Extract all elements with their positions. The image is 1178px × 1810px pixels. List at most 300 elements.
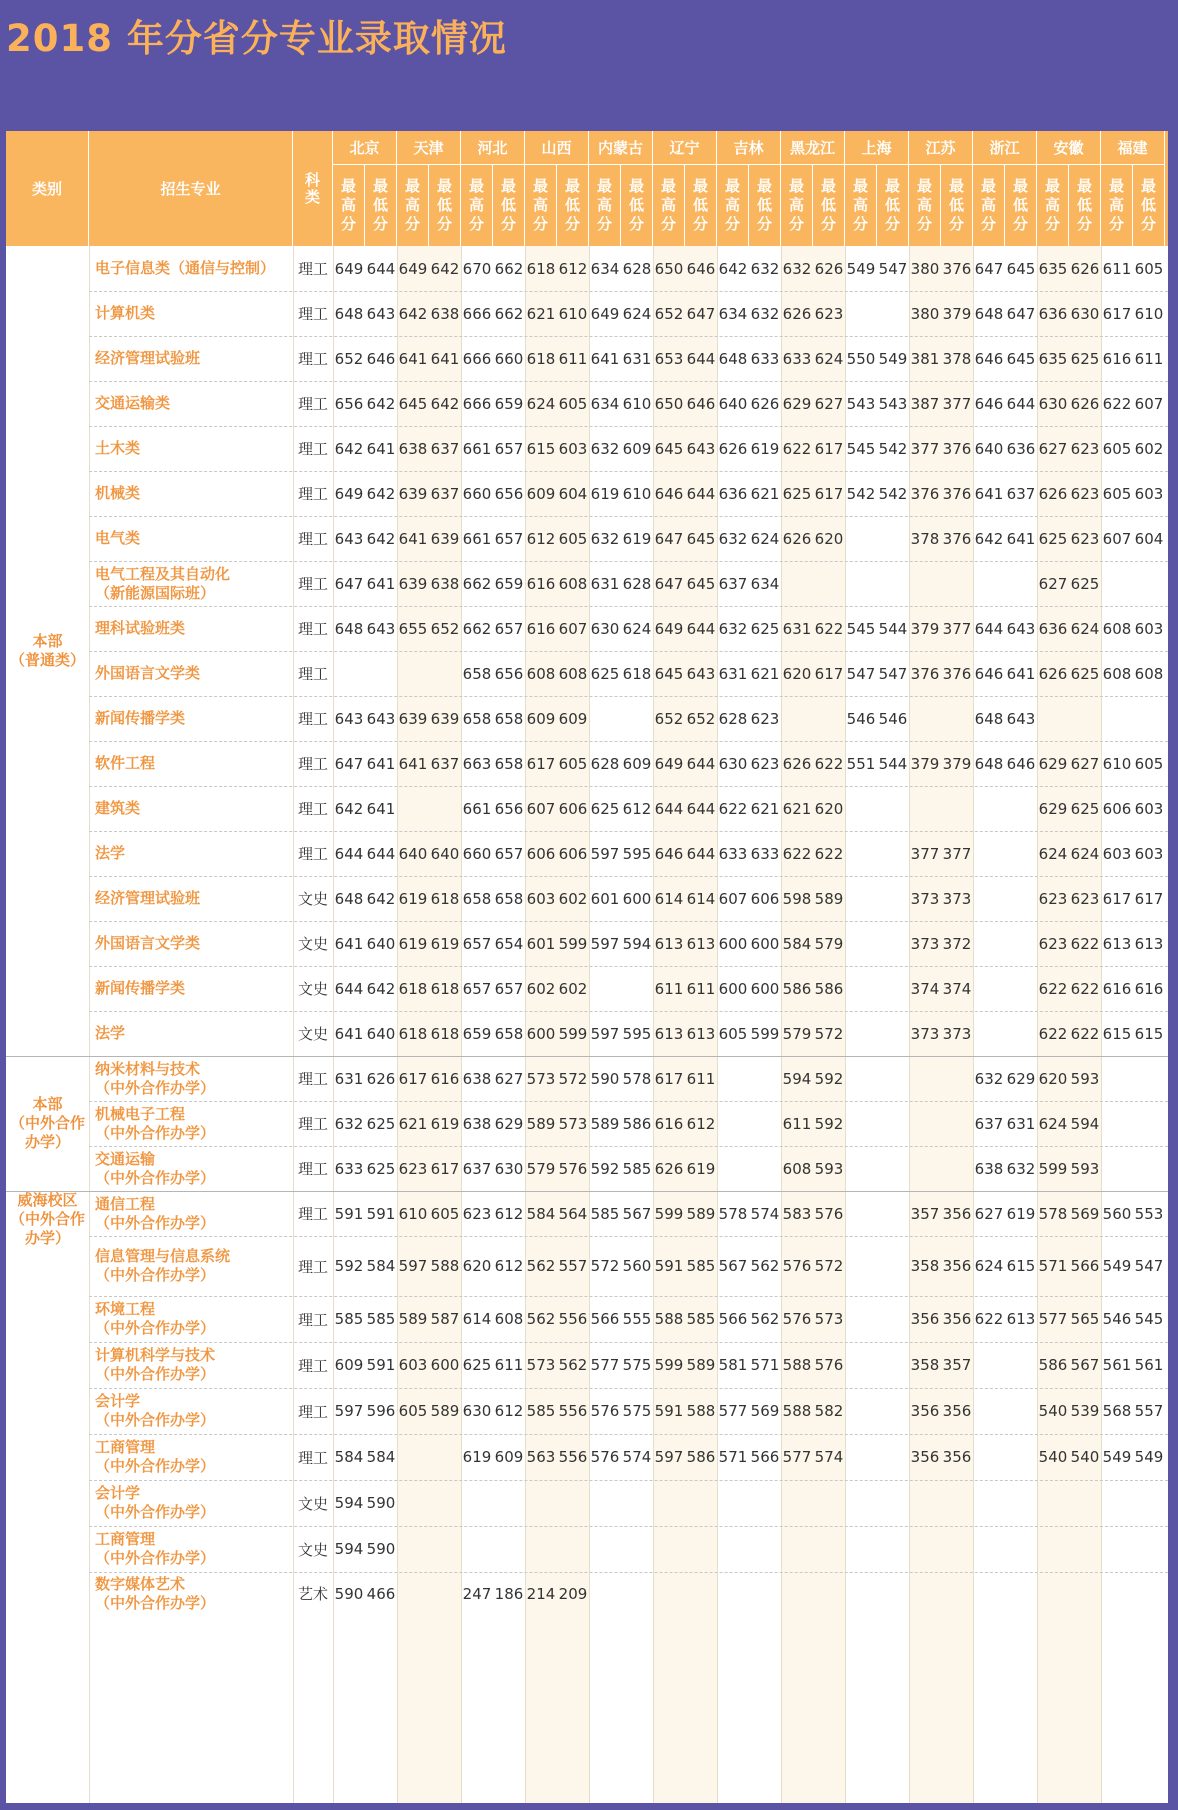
max-score: 376 <box>910 664 940 683</box>
table-row <box>6 651 1168 696</box>
major-name-text: 会计学 （中外合作办学） <box>95 1392 216 1429</box>
max-score: 601 <box>590 889 620 908</box>
subject-type: 理工 <box>297 620 328 638</box>
max-score: 357 <box>910 1204 940 1223</box>
min-score: 608 <box>558 664 588 683</box>
min-score: 599 <box>750 1024 780 1043</box>
table-row <box>6 381 1168 426</box>
min-score: 619 <box>1006 1204 1036 1223</box>
max-score: 649 <box>590 304 620 323</box>
min-score: 656 <box>494 664 524 683</box>
major-name-text: 经济管理试验班 <box>95 349 201 367</box>
max-score: 650 <box>654 394 684 413</box>
max-score: 610 <box>398 1204 428 1223</box>
max-score: 607 <box>526 799 556 818</box>
min-score: 630 <box>494 1159 524 1178</box>
min-score: 629 <box>1006 1069 1036 1088</box>
max-score: 657 <box>462 934 492 953</box>
min-score: 652 <box>430 619 460 638</box>
max-score: 549 <box>1102 1257 1132 1275</box>
max-score: 603 <box>398 1356 428 1374</box>
max-score: 632 <box>718 529 748 548</box>
min-score: 644 <box>686 349 716 368</box>
max-score-label: 最 高 分 <box>916 177 932 233</box>
max-score: 613 <box>1102 934 1132 953</box>
max-score: 622 <box>1038 1024 1068 1043</box>
subject-type: 理工 <box>297 1257 328 1276</box>
major-name <box>95 786 295 831</box>
min-score: 627 <box>814 394 844 413</box>
min-score: 630 <box>1070 304 1100 323</box>
max-score: 588 <box>782 1356 812 1374</box>
max-score: 643 <box>334 529 364 548</box>
min-score: 562 <box>750 1257 780 1275</box>
max-score: 627 <box>974 1204 1004 1223</box>
min-score: 634 <box>750 574 780 593</box>
min-score-label: 最 低 分 <box>820 177 836 233</box>
max-score-header <box>589 165 621 246</box>
table-row <box>6 831 1168 876</box>
min-score: 645 <box>1006 349 1036 368</box>
min-score: 567 <box>622 1204 652 1223</box>
max-score: 618 <box>526 349 556 368</box>
max-score: 590 <box>334 1584 364 1603</box>
min-score: 658 <box>494 709 524 728</box>
max-score: 616 <box>1102 349 1132 368</box>
min-score: 643 <box>686 664 716 683</box>
min-score: 372 <box>942 934 972 953</box>
min-score: 603 <box>558 439 588 458</box>
min-score: 544 <box>878 619 908 638</box>
min-score: 611 <box>494 1356 524 1374</box>
min-score: 659 <box>494 394 524 413</box>
min-score: 546 <box>878 709 908 728</box>
min-score: 617 <box>814 484 844 503</box>
table-header <box>6 131 1168 246</box>
min-score: 643 <box>686 439 716 458</box>
min-score: 607 <box>558 619 588 638</box>
min-score: 642 <box>366 889 396 908</box>
max-score: 585 <box>590 1204 620 1223</box>
min-score: 644 <box>686 619 716 638</box>
subject-type: 理工 <box>297 665 328 683</box>
min-score: 632 <box>750 259 780 278</box>
max-score: 599 <box>1038 1159 1068 1178</box>
subject-type: 理工 <box>297 485 328 503</box>
min-score: 643 <box>366 709 396 728</box>
min-score: 595 <box>622 1024 652 1043</box>
major-name <box>95 831 295 876</box>
min-score: 626 <box>366 1069 396 1088</box>
max-score: 666 <box>462 349 492 368</box>
min-score: 619 <box>750 439 780 458</box>
min-score: 596 <box>366 1402 396 1420</box>
min-score: 647 <box>1006 304 1036 323</box>
max-score: 648 <box>974 754 1004 773</box>
admission-table <box>6 131 1168 1803</box>
min-score: 641 <box>1006 664 1036 683</box>
min-score: 378 <box>942 349 972 368</box>
max-score: 640 <box>974 439 1004 458</box>
max-score: 649 <box>398 259 428 278</box>
min-score-header <box>941 165 973 246</box>
min-score: 622 <box>1070 1024 1100 1043</box>
max-score: 588 <box>654 1310 684 1328</box>
min-score: 602 <box>558 979 588 998</box>
major-name-text: 工商管理 （中外合作办学） <box>95 1530 216 1567</box>
min-score: 608 <box>1134 664 1164 683</box>
major-name-text: 理科试验班类 <box>95 619 186 637</box>
min-score: 642 <box>366 979 396 998</box>
max-score: 633 <box>334 1159 364 1178</box>
min-score: 209 <box>558 1584 588 1603</box>
min-score: 575 <box>622 1402 652 1420</box>
max-score: 571 <box>718 1448 748 1466</box>
max-score: 636 <box>718 484 748 503</box>
max-score: 586 <box>782 979 812 998</box>
province-header: 吉林 <box>717 131 781 165</box>
min-score: 623 <box>750 754 780 773</box>
min-score: 646 <box>366 349 396 368</box>
min-score: 623 <box>814 304 844 323</box>
min-score: 617 <box>814 664 844 683</box>
min-score: 645 <box>686 574 716 593</box>
max-score: 602 <box>526 979 556 998</box>
min-score: 632 <box>1006 1159 1036 1178</box>
group-label-text: 本部 （中外合作 办学） <box>9 1095 85 1151</box>
min-score: 633 <box>750 349 780 368</box>
min-score: 644 <box>686 754 716 773</box>
min-score: 612 <box>686 1114 716 1133</box>
max-score: 646 <box>974 349 1004 368</box>
max-score: 597 <box>654 1448 684 1466</box>
max-score: 641 <box>590 349 620 368</box>
min-score: 574 <box>814 1448 844 1466</box>
min-score: 567 <box>1070 1356 1100 1374</box>
max-score: 379 <box>910 619 940 638</box>
min-score: 639 <box>430 529 460 548</box>
max-score: 214 <box>526 1584 556 1603</box>
max-score: 631 <box>718 664 748 683</box>
max-score-header <box>653 165 685 246</box>
max-score: 626 <box>1038 664 1068 683</box>
max-score: 652 <box>654 304 684 323</box>
min-score: 605 <box>558 394 588 413</box>
major-name-text: 通信工程 （中外合作办学） <box>95 1194 216 1232</box>
min-score: 627 <box>494 1069 524 1088</box>
major-name <box>95 921 295 966</box>
max-score: 617 <box>526 754 556 773</box>
subject-type: 理工 <box>297 350 328 368</box>
major-name <box>95 246 295 291</box>
subject-type: 理工 <box>297 440 328 458</box>
major-name-text: 法学 <box>95 844 126 862</box>
min-score: 572 <box>814 1024 844 1043</box>
min-score-header <box>621 165 653 246</box>
min-score-label: 最 低 分 <box>436 177 452 233</box>
province-header: 安徽 <box>1037 131 1101 165</box>
min-score: 633 <box>750 844 780 863</box>
max-score: 573 <box>526 1069 556 1088</box>
max-score: 576 <box>590 1448 620 1466</box>
major-name <box>95 696 295 741</box>
min-score: 619 <box>430 1114 460 1133</box>
min-score: 624 <box>622 619 652 638</box>
min-score: 600 <box>622 889 652 908</box>
max-score: 666 <box>462 394 492 413</box>
min-score: 547 <box>1134 1257 1164 1275</box>
min-score: 556 <box>558 1448 588 1466</box>
major-name-text: 交通运输类 <box>95 394 171 412</box>
min-score: 657 <box>494 529 524 548</box>
max-score: 605 <box>1102 484 1132 503</box>
major-name-text: 计算机类 <box>95 304 156 322</box>
max-score: 597 <box>590 934 620 953</box>
min-score: 645 <box>1006 259 1036 278</box>
max-score: 378 <box>910 529 940 548</box>
max-score: 358 <box>910 1257 940 1275</box>
min-score: 606 <box>558 799 588 818</box>
max-score: 636 <box>1038 304 1068 323</box>
max-score: 622 <box>1038 979 1068 998</box>
max-score: 617 <box>398 1069 428 1088</box>
min-score-header <box>877 165 909 246</box>
min-score: 556 <box>558 1402 588 1420</box>
subject-type: 理工 <box>297 530 328 548</box>
min-score: 553 <box>1134 1204 1164 1223</box>
min-score: 602 <box>558 889 588 908</box>
subject-type: 理工 <box>297 305 328 323</box>
major-name <box>95 1342 295 1388</box>
max-score: 614 <box>462 1310 492 1328</box>
max-score: 660 <box>462 484 492 503</box>
major-name <box>95 1146 295 1191</box>
max-score: 621 <box>526 304 556 323</box>
min-score: 594 <box>622 934 652 953</box>
min-score: 657 <box>494 439 524 458</box>
province-header: 黑龙江 <box>781 131 845 165</box>
min-score: 624 <box>1070 844 1100 863</box>
min-score-label: 最 低 分 <box>1076 177 1092 233</box>
subject-type: 理工 <box>297 710 328 728</box>
min-score: 643 <box>366 619 396 638</box>
min-score: 603 <box>1134 844 1164 863</box>
min-score: 613 <box>1134 934 1164 953</box>
max-score: 546 <box>846 709 876 728</box>
max-score: 606 <box>1102 799 1132 818</box>
min-score-header <box>1133 165 1165 246</box>
max-score: 620 <box>1038 1069 1068 1088</box>
subject-type: 理工 <box>297 1070 328 1088</box>
max-score: 620 <box>782 664 812 683</box>
max-score-label: 最 高 分 <box>724 177 740 233</box>
min-score: 592 <box>814 1069 844 1088</box>
max-score: 545 <box>846 619 876 638</box>
max-score: 611 <box>1102 259 1132 278</box>
max-score-header <box>397 165 429 246</box>
min-score: 573 <box>814 1310 844 1328</box>
max-score: 616 <box>1102 979 1132 998</box>
max-score: 639 <box>398 484 428 503</box>
min-score: 657 <box>494 979 524 998</box>
province-header: 北京 <box>333 131 397 165</box>
subject-type: 理工 <box>297 1205 328 1223</box>
max-score: 622 <box>782 439 812 458</box>
max-score: 603 <box>1102 844 1132 863</box>
major-name-text: 交通运输 （中外合作办学） <box>95 1149 216 1187</box>
min-score: 622 <box>814 754 844 773</box>
min-score: 628 <box>622 574 652 593</box>
min-score: 620 <box>814 799 844 818</box>
province-header: 天津 <box>397 131 461 165</box>
min-score: 640 <box>366 1024 396 1043</box>
min-score: 562 <box>750 1310 780 1328</box>
max-score: 380 <box>910 304 940 323</box>
max-score: 622 <box>974 1310 1004 1328</box>
min-score: 624 <box>750 529 780 548</box>
min-score: 615 <box>1006 1257 1036 1275</box>
min-score: 610 <box>622 394 652 413</box>
min-score: 641 <box>366 799 396 818</box>
min-score: 556 <box>558 1310 588 1328</box>
min-score: 572 <box>814 1257 844 1275</box>
max-score: 655 <box>398 619 428 638</box>
min-score: 585 <box>686 1310 716 1328</box>
max-score: 616 <box>526 574 556 593</box>
min-score: 586 <box>814 979 844 998</box>
max-score: 662 <box>462 619 492 638</box>
min-score-header <box>1069 165 1101 246</box>
major-name-text: 电气类 <box>95 529 141 547</box>
min-score: 609 <box>622 439 652 458</box>
max-score: 663 <box>462 754 492 773</box>
max-score: 625 <box>1038 529 1068 548</box>
max-score: 540 <box>1038 1402 1068 1420</box>
min-score: 612 <box>494 1257 524 1275</box>
max-score: 633 <box>718 844 748 863</box>
min-score: 356 <box>942 1257 972 1275</box>
max-score: 579 <box>526 1159 556 1178</box>
max-score: 540 <box>1038 1448 1068 1466</box>
min-score: 644 <box>686 484 716 503</box>
min-score: 612 <box>494 1204 524 1223</box>
max-score-label: 最 高 分 <box>532 177 548 233</box>
min-score: 644 <box>366 259 396 278</box>
max-score: 622 <box>718 799 748 818</box>
min-score: 625 <box>750 619 780 638</box>
major-name <box>95 381 295 426</box>
province-header: 浙江 <box>973 131 1037 165</box>
min-score-label: 最 低 分 <box>500 177 516 233</box>
max-score-header <box>525 165 557 246</box>
min-score: 589 <box>814 889 844 908</box>
max-score: 658 <box>462 709 492 728</box>
min-score: 543 <box>878 394 908 413</box>
min-score: 623 <box>750 709 780 728</box>
max-score: 645 <box>654 439 684 458</box>
min-score: 618 <box>430 889 460 908</box>
max-score-label: 最 高 分 <box>468 177 484 233</box>
max-score: 577 <box>590 1356 620 1374</box>
max-score: 374 <box>910 979 940 998</box>
max-score: 594 <box>334 1494 364 1512</box>
subject-type: 文史 <box>297 1540 328 1559</box>
min-score: 619 <box>430 934 460 953</box>
min-score: 587 <box>430 1310 460 1328</box>
max-score: 583 <box>782 1204 812 1223</box>
max-score-header <box>781 165 813 246</box>
subject-type: 理工 <box>297 1115 328 1133</box>
min-score: 637 <box>430 754 460 773</box>
max-score: 591 <box>654 1402 684 1420</box>
major-name-text: 环境工程 （中外合作办学） <box>95 1300 216 1337</box>
min-score: 606 <box>558 844 588 863</box>
max-score: 653 <box>654 349 684 368</box>
max-score: 549 <box>846 259 876 278</box>
max-score: 381 <box>910 349 940 368</box>
min-score: 574 <box>622 1448 652 1466</box>
max-score: 630 <box>462 1402 492 1420</box>
table-row <box>6 1526 1168 1572</box>
max-score: 652 <box>334 349 364 368</box>
min-score: 376 <box>942 664 972 683</box>
max-score: 356 <box>910 1448 940 1466</box>
min-score: 608 <box>558 574 588 593</box>
max-score: 615 <box>1102 1024 1132 1043</box>
max-score: 641 <box>398 754 428 773</box>
min-score: 662 <box>494 259 524 278</box>
subject-type: 理工 <box>297 1448 328 1467</box>
min-score: 576 <box>814 1204 844 1223</box>
max-score: 612 <box>526 529 556 548</box>
table-row <box>6 471 1168 516</box>
max-score: 623 <box>398 1159 428 1178</box>
min-score: 565 <box>1070 1310 1100 1328</box>
max-score: 387 <box>910 394 940 413</box>
max-score: 576 <box>590 1402 620 1420</box>
max-score: 611 <box>654 979 684 998</box>
max-score: 567 <box>718 1257 748 1275</box>
max-score: 584 <box>526 1204 556 1223</box>
max-score: 627 <box>1038 574 1068 593</box>
max-score: 634 <box>590 259 620 278</box>
min-score: 637 <box>430 484 460 503</box>
max-score: 630 <box>718 754 748 773</box>
min-score: 624 <box>814 349 844 368</box>
max-score: 597 <box>334 1402 364 1420</box>
min-score: 562 <box>558 1356 588 1374</box>
min-score: 610 <box>622 484 652 503</box>
min-score-header <box>1005 165 1037 246</box>
max-score-label: 最 高 分 <box>340 177 356 233</box>
table-row <box>6 741 1168 786</box>
max-score: 594 <box>782 1069 812 1088</box>
min-score: 622 <box>814 844 844 863</box>
min-score: 576 <box>814 1356 844 1374</box>
max-score-label: 最 高 分 <box>852 177 868 233</box>
subject-type: 理工 <box>297 800 328 818</box>
min-score: 544 <box>878 754 908 773</box>
max-score: 642 <box>398 304 428 323</box>
table-row <box>6 426 1168 471</box>
max-score: 644 <box>334 979 364 998</box>
max-score: 623 <box>1038 889 1068 908</box>
max-score: 377 <box>910 439 940 458</box>
min-score-label: 最 低 分 <box>1140 177 1156 233</box>
min-score: 566 <box>1070 1257 1100 1275</box>
min-score-label: 最 低 分 <box>628 177 644 233</box>
max-score-header <box>845 165 877 246</box>
